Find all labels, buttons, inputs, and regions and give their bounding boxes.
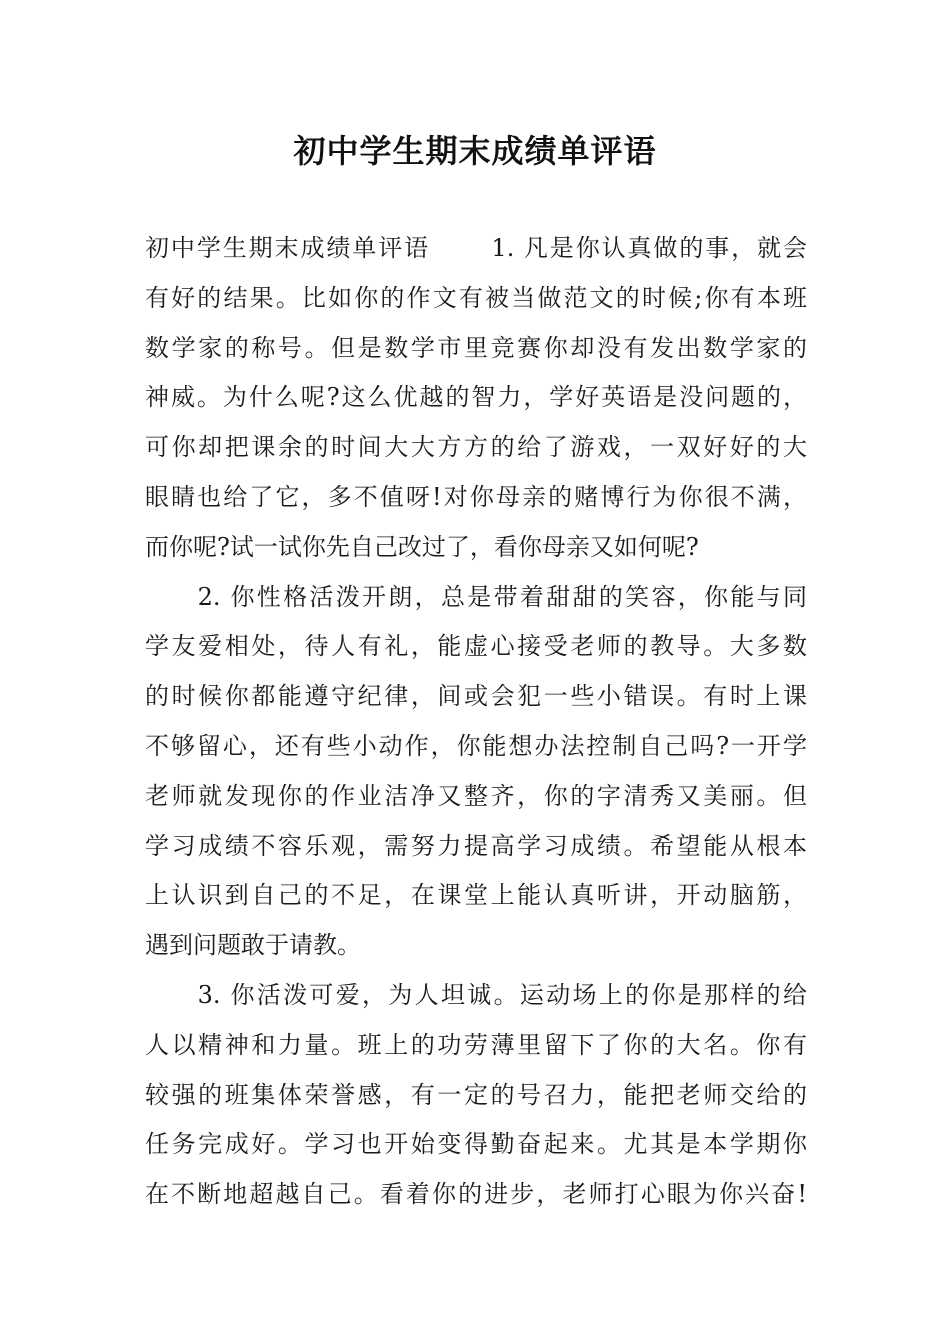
text-line: 任务完成好。学习也开始变得勤奋起来。尤其是本学期你 xyxy=(145,1130,807,1159)
text-line: 上认识到自己的不足，在课堂上能认真听讲，开动脑筋， xyxy=(145,881,807,910)
text-line: 较强的班集体荣誉感，有一定的号召力，能把老师交给的 xyxy=(145,1080,807,1109)
text-line: 学友爱相处，待人有礼，能虚心接受老师的教导。大多数 xyxy=(145,632,807,661)
text-line: 神威。为什么呢?这么优越的智力，学好英语是没问题的， xyxy=(145,383,807,412)
text-line: 有好的结果。比如你的作文有被当做范文的时候;你有本班 xyxy=(145,283,807,312)
text-line: 不够留心，还有些小动作，你能想办法控制自己吗?一开学 xyxy=(145,731,807,760)
text-line: 的时候你都能遵守纪律，间或会犯一些小错误。有时上课 xyxy=(145,682,807,711)
text-line: 学习成绩不容乐观，需努力提高学习成绩。希望能从根本 xyxy=(145,831,807,860)
text-line: 在不断地超越自己。看着你的进步，老师打心眼为你兴奋! xyxy=(145,1180,807,1209)
text-line: 而你呢?试一试你先自己改过了，看你母亲又如何呢? xyxy=(145,532,699,561)
text-line: 2. 你性格活泼开朗，总是带着甜甜的笑容，你能与同 xyxy=(145,582,807,611)
text-line: 人以精神和力量。班上的功劳薄里留下了你的大名。你有 xyxy=(145,1030,807,1059)
text-line: 3. 你活泼可爱，为人坦诚。运动场上的你是那样的给 xyxy=(145,980,807,1009)
text-line: 眼睛也给了它，多不值呀!对你母亲的赌博行为你很不满， xyxy=(145,482,807,511)
text-line: 老师就发现你的作业洁净又整齐，你的字清秀又美丽。但 xyxy=(145,781,807,810)
document-body xyxy=(145,224,807,1220)
text-line: 数学家的称号。但是数学市里竞赛你却没有发出数学家的 xyxy=(145,333,807,362)
document-title: 初中学生期末成绩单评语 xyxy=(293,132,657,170)
text-line: 可你却把课余的时间大大方方的给了游戏，一双好好的大 xyxy=(145,433,807,462)
text-line: 遇到问题敢于请教。 xyxy=(145,931,361,960)
text-line: 初中学生期末成绩单评语 1. 凡是你认真做的事，就会 xyxy=(145,234,807,262)
